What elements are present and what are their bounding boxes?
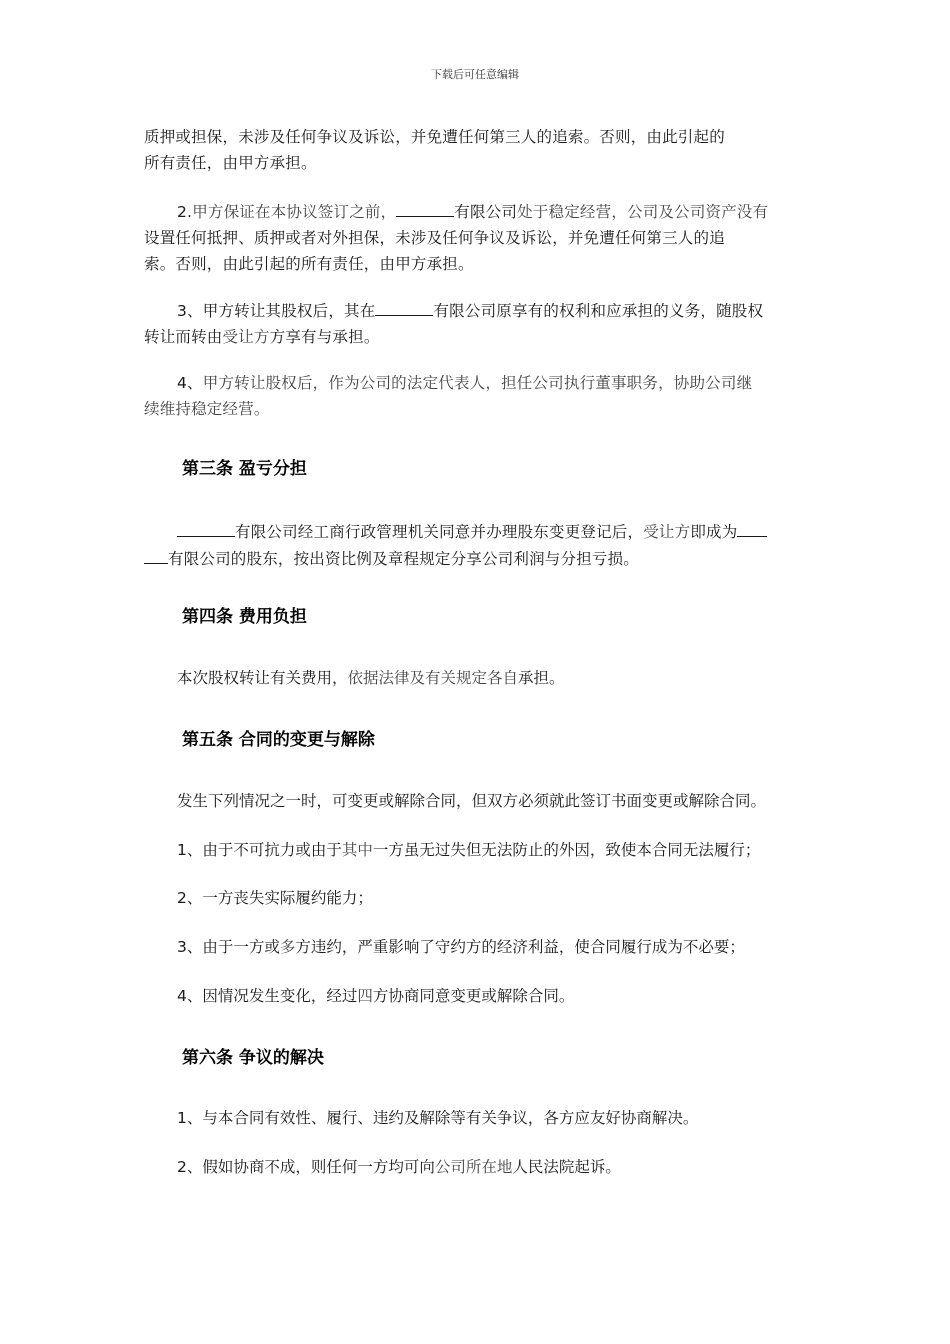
serif-text: 甲方保证在本协议签订之前， bbox=[192, 203, 397, 221]
paragraph-text: 有限公司原享有的权利和应承担的义务，随股权 bbox=[433, 302, 764, 320]
serif-text: 处于稳定经营，公司及公司资产没有 bbox=[517, 203, 769, 221]
blank-line bbox=[737, 518, 767, 537]
paragraph-text: 方享有与承担。 bbox=[269, 328, 380, 346]
paragraph-text: 2、假如协商不成，则任何一方均可向 bbox=[177, 1158, 435, 1176]
page-header: 下载后可任意编辑 bbox=[431, 68, 519, 81]
list-item: 1、与本合同有效性、履行、违约及解除等有关争议，各方应友好协商解决。 bbox=[177, 1109, 699, 1127]
list-item: 2、一方丧失实际履约能力； bbox=[177, 889, 373, 907]
list-item bbox=[177, 837, 817, 863]
clause-2-paragraph bbox=[144, 198, 816, 277]
paragraph-text: 转让而转由 bbox=[144, 328, 223, 346]
paragraph-text: 1、由于不可抗力或由于 bbox=[177, 841, 342, 859]
serif-text: 受让方 bbox=[643, 523, 691, 541]
paragraph-line: 索。否则，由此引起的所有责任，由甲方承担。 bbox=[144, 255, 474, 273]
section-heading-article-3: 第三条 盈亏分担 bbox=[182, 459, 307, 479]
paragraph-line: 质押或担保，未涉及任何争议及诉讼，并免遭任何第三人的追索。否则，由此引起的 bbox=[144, 128, 725, 146]
serif-text: 依据法律及有关规定各自 bbox=[347, 669, 519, 687]
expense-paragraph bbox=[177, 665, 817, 691]
blank-line bbox=[396, 198, 454, 217]
paragraph-line bbox=[144, 297, 816, 324]
paragraph-line bbox=[144, 324, 816, 350]
paragraph-continuation bbox=[144, 124, 816, 176]
section-heading-article-5: 第五条 合同的变更与解除 bbox=[182, 730, 375, 750]
list-item bbox=[177, 1154, 817, 1180]
serif-text: 甲方转让股权后，作为公司的法定代表人，担任公司执行董事职务，协助公司继 bbox=[202, 374, 753, 392]
clause-3-paragraph bbox=[144, 297, 816, 350]
paragraph-line bbox=[144, 518, 816, 545]
profit-loss-paragraph bbox=[144, 518, 816, 572]
serif-text: 其中 bbox=[341, 841, 373, 859]
paragraph-text: 人民法院起诉。 bbox=[512, 1158, 621, 1176]
paragraph-line: 设置任何抵押、质押或者对外担保，未涉及任何争议及诉讼，并免遭任何第三人的追 bbox=[144, 229, 725, 247]
blank-line bbox=[375, 297, 433, 316]
clause-4-paragraph bbox=[144, 370, 816, 422]
paragraph-text: 4、因情况发生变化，经过 bbox=[177, 987, 358, 1005]
paragraph-line bbox=[144, 198, 816, 225]
change-intro-paragraph: 发生下列情况之一时，可变更或解除合同，但双方必须就此签订书面变更或解除合同。 bbox=[177, 792, 767, 810]
paragraph-text: 即成为 bbox=[690, 523, 738, 541]
paragraph-line bbox=[144, 370, 816, 396]
list-item bbox=[177, 983, 817, 1009]
paragraph-text: 有限公司经工商行政管理机关同意并办理股东变更登记后， bbox=[235, 523, 644, 541]
paragraph-text: 方协商同意变更或解除合同。 bbox=[372, 987, 575, 1005]
paragraph-text: 有限公司的股东，按出资比例及章程规定分享公司利润与分担亏损。 bbox=[168, 550, 640, 568]
company-text: 有限公司 bbox=[454, 203, 518, 221]
clause-number: 4、 bbox=[177, 374, 203, 392]
paragraph-line: 所有责任，由甲方承担。 bbox=[144, 154, 317, 172]
blank-line bbox=[144, 545, 168, 564]
serif-text: 公司所在地 bbox=[434, 1158, 513, 1176]
paragraph-text: 方违约，严重影响了守约方的经济利益，使合同履行成为不必要； bbox=[295, 938, 745, 956]
paragraph-text: 承担。 bbox=[518, 669, 565, 687]
serif-text: 多 bbox=[279, 938, 296, 956]
paragraph-text: 本次股权转让有关费用， bbox=[177, 669, 348, 687]
paragraph-text: 3、甲方转让其股权后，其在 bbox=[177, 302, 376, 320]
clause-number: 2. bbox=[177, 203, 193, 221]
section-heading-article-6: 第六条 争议的解决 bbox=[182, 1048, 324, 1068]
paragraph-line bbox=[144, 545, 816, 572]
list-item bbox=[177, 934, 817, 960]
serif-text: 受让方 bbox=[222, 328, 270, 346]
blank-line bbox=[177, 518, 235, 537]
paragraph-text: 3、由于一方或 bbox=[177, 938, 280, 956]
serif-text: 四 bbox=[357, 987, 373, 1005]
paragraph-line: 续维持稳定经营。 bbox=[144, 400, 270, 418]
paragraph-text: 一方虽无过失但无法防止的外因，致使本合同无法履行； bbox=[372, 841, 761, 859]
section-heading-article-4: 第四条 费用负担 bbox=[182, 607, 307, 627]
